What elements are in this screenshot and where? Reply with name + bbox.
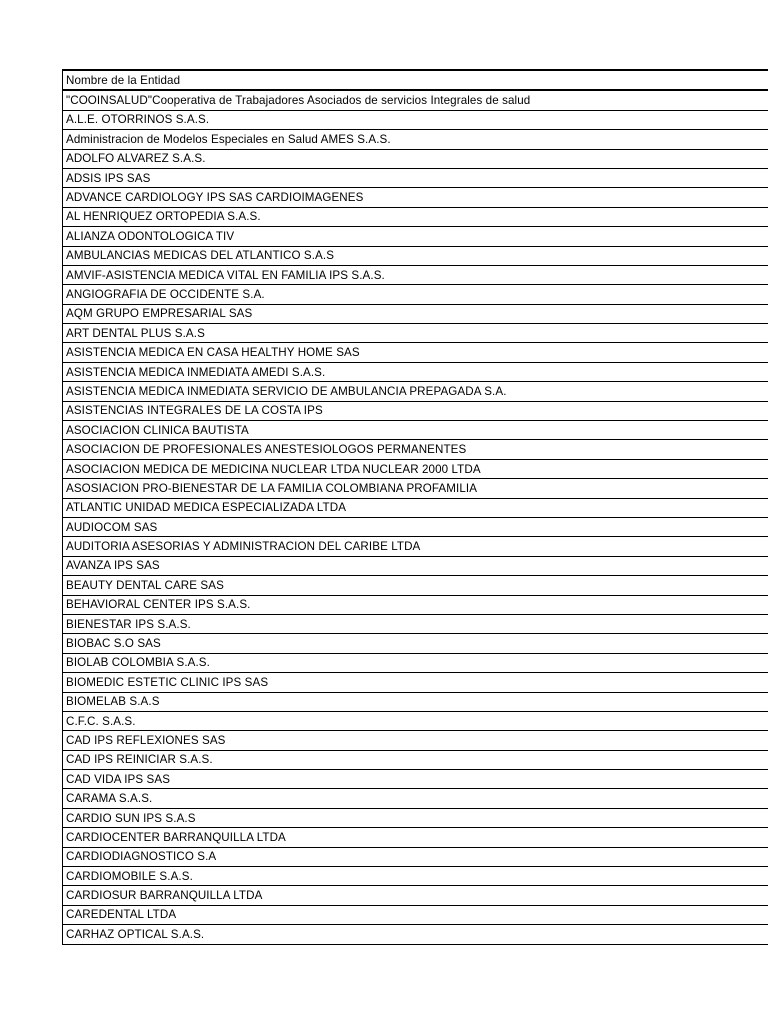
- column-header-entity-name: Nombre de la Entidad: [63, 71, 768, 91]
- table-row: ASOSIACION PRO-BIENESTAR DE LA FAMILIA COLOMBIANA PROFAMILIA: [63, 479, 768, 498]
- table-row: ART DENTAL PLUS S.A.S: [63, 324, 768, 343]
- table-row: BIOBAC S.O SAS: [63, 634, 768, 653]
- table-row: CARDIO SUN IPS S.A.S: [63, 809, 768, 828]
- table-row: ASISTENCIA MEDICA EN CASA HEALTHY HOME SAS: [63, 343, 768, 362]
- table-row: BIOMEDIC ESTETIC CLINIC IPS SAS: [63, 673, 768, 692]
- table-row: A.L.E. OTORRINOS S.A.S.: [63, 111, 768, 130]
- table-row: ASISTENCIA MEDICA INMEDIATA SERVICIO DE AMBULANCIA PREPAGADA S.A.: [63, 382, 768, 401]
- table-row: AL HENRIQUEZ ORTOPEDIA S.A.S.: [63, 208, 768, 227]
- table-row: BIOMELAB S.A.S: [63, 693, 768, 712]
- table-row: ASISTENCIA MEDICA INMEDIATA AMEDI S.A.S.: [63, 363, 768, 382]
- table-row: ASISTENCIAS INTEGRALES DE LA COSTA IPS: [63, 402, 768, 421]
- table-row: CAD IPS REINICIAR S.A.S.: [63, 751, 768, 770]
- table-row: AMBULANCIAS MEDICAS DEL ATLANTICO S.A.S: [63, 247, 768, 266]
- table-row: CARDIOCENTER BARRANQUILLA LTDA: [63, 828, 768, 847]
- entity-table: [62, 69, 768, 945]
- table-row: AQM GRUPO EMPRESARIAL SAS: [63, 305, 768, 324]
- table-row: CARHAZ OPTICAL S.A.S.: [63, 925, 768, 944]
- table-row: C.F.C. S.A.S.: [63, 712, 768, 731]
- table-row: ADVANCE CARDIOLOGY IPS SAS CARDIOIMAGENES: [63, 188, 768, 207]
- table-row: BEAUTY DENTAL CARE SAS: [63, 576, 768, 595]
- table-body: [63, 91, 768, 944]
- table-row: AUDITORIA ASESORIAS Y ADMINISTRACION DEL CARIBE LTDA: [63, 537, 768, 556]
- table-row: CAREDENTAL LTDA: [63, 906, 768, 925]
- table-row: ANGIOGRAFIA DE OCCIDENTE S.A.: [63, 285, 768, 304]
- table-row: CAD IPS REFLEXIONES SAS: [63, 731, 768, 750]
- table-row: CAD VIDA IPS SAS: [63, 770, 768, 789]
- table-row: ASOCIACION MEDICA DE MEDICINA NUCLEAR LTDA NUCLEAR 2000 LTDA: [63, 460, 768, 479]
- table-row: BIOLAB COLOMBIA S.A.S.: [63, 654, 768, 673]
- table-row: CARDIOMOBILE S.A.S.: [63, 867, 768, 886]
- table-row: CARDIODIAGNOSTICO S.A: [63, 848, 768, 867]
- table-row: Administracion de Modelos Especiales en Salud AMES S.A.S.: [63, 130, 768, 149]
- table-row: BIENESTAR IPS S.A.S.: [63, 615, 768, 634]
- table-row: ATLANTIC UNIDAD MEDICA ESPECIALIZADA LTDA: [63, 499, 768, 518]
- table-row: ASOCIACION DE PROFESIONALES ANESTESIOLOGOS PERMANENTES: [63, 440, 768, 459]
- table-row: AUDIOCOM SAS: [63, 518, 768, 537]
- table-row: AMVIF-ASISTENCIA MEDICA VITAL EN FAMILIA IPS S.A.S.: [63, 266, 768, 285]
- table-row: AVANZA IPS SAS: [63, 557, 768, 576]
- table-row: ASOCIACION CLINICA BAUTISTA: [63, 421, 768, 440]
- table-row: CARAMA S.A.S.: [63, 789, 768, 808]
- table-row: "COOINSALUD"Cooperativa de Trabajadores Asociados de servicios Integrales de salud: [63, 91, 768, 110]
- table-row: CARDIOSUR BARRANQUILLA LTDA: [63, 886, 768, 905]
- table-row: ADSIS IPS SAS: [63, 169, 768, 188]
- table-row: ADOLFO ALVAREZ S.A.S.: [63, 150, 768, 169]
- table-row: BEHAVIORAL CENTER IPS S.A.S.: [63, 596, 768, 615]
- table-row: ALIANZA ODONTOLOGICA TIV: [63, 227, 768, 246]
